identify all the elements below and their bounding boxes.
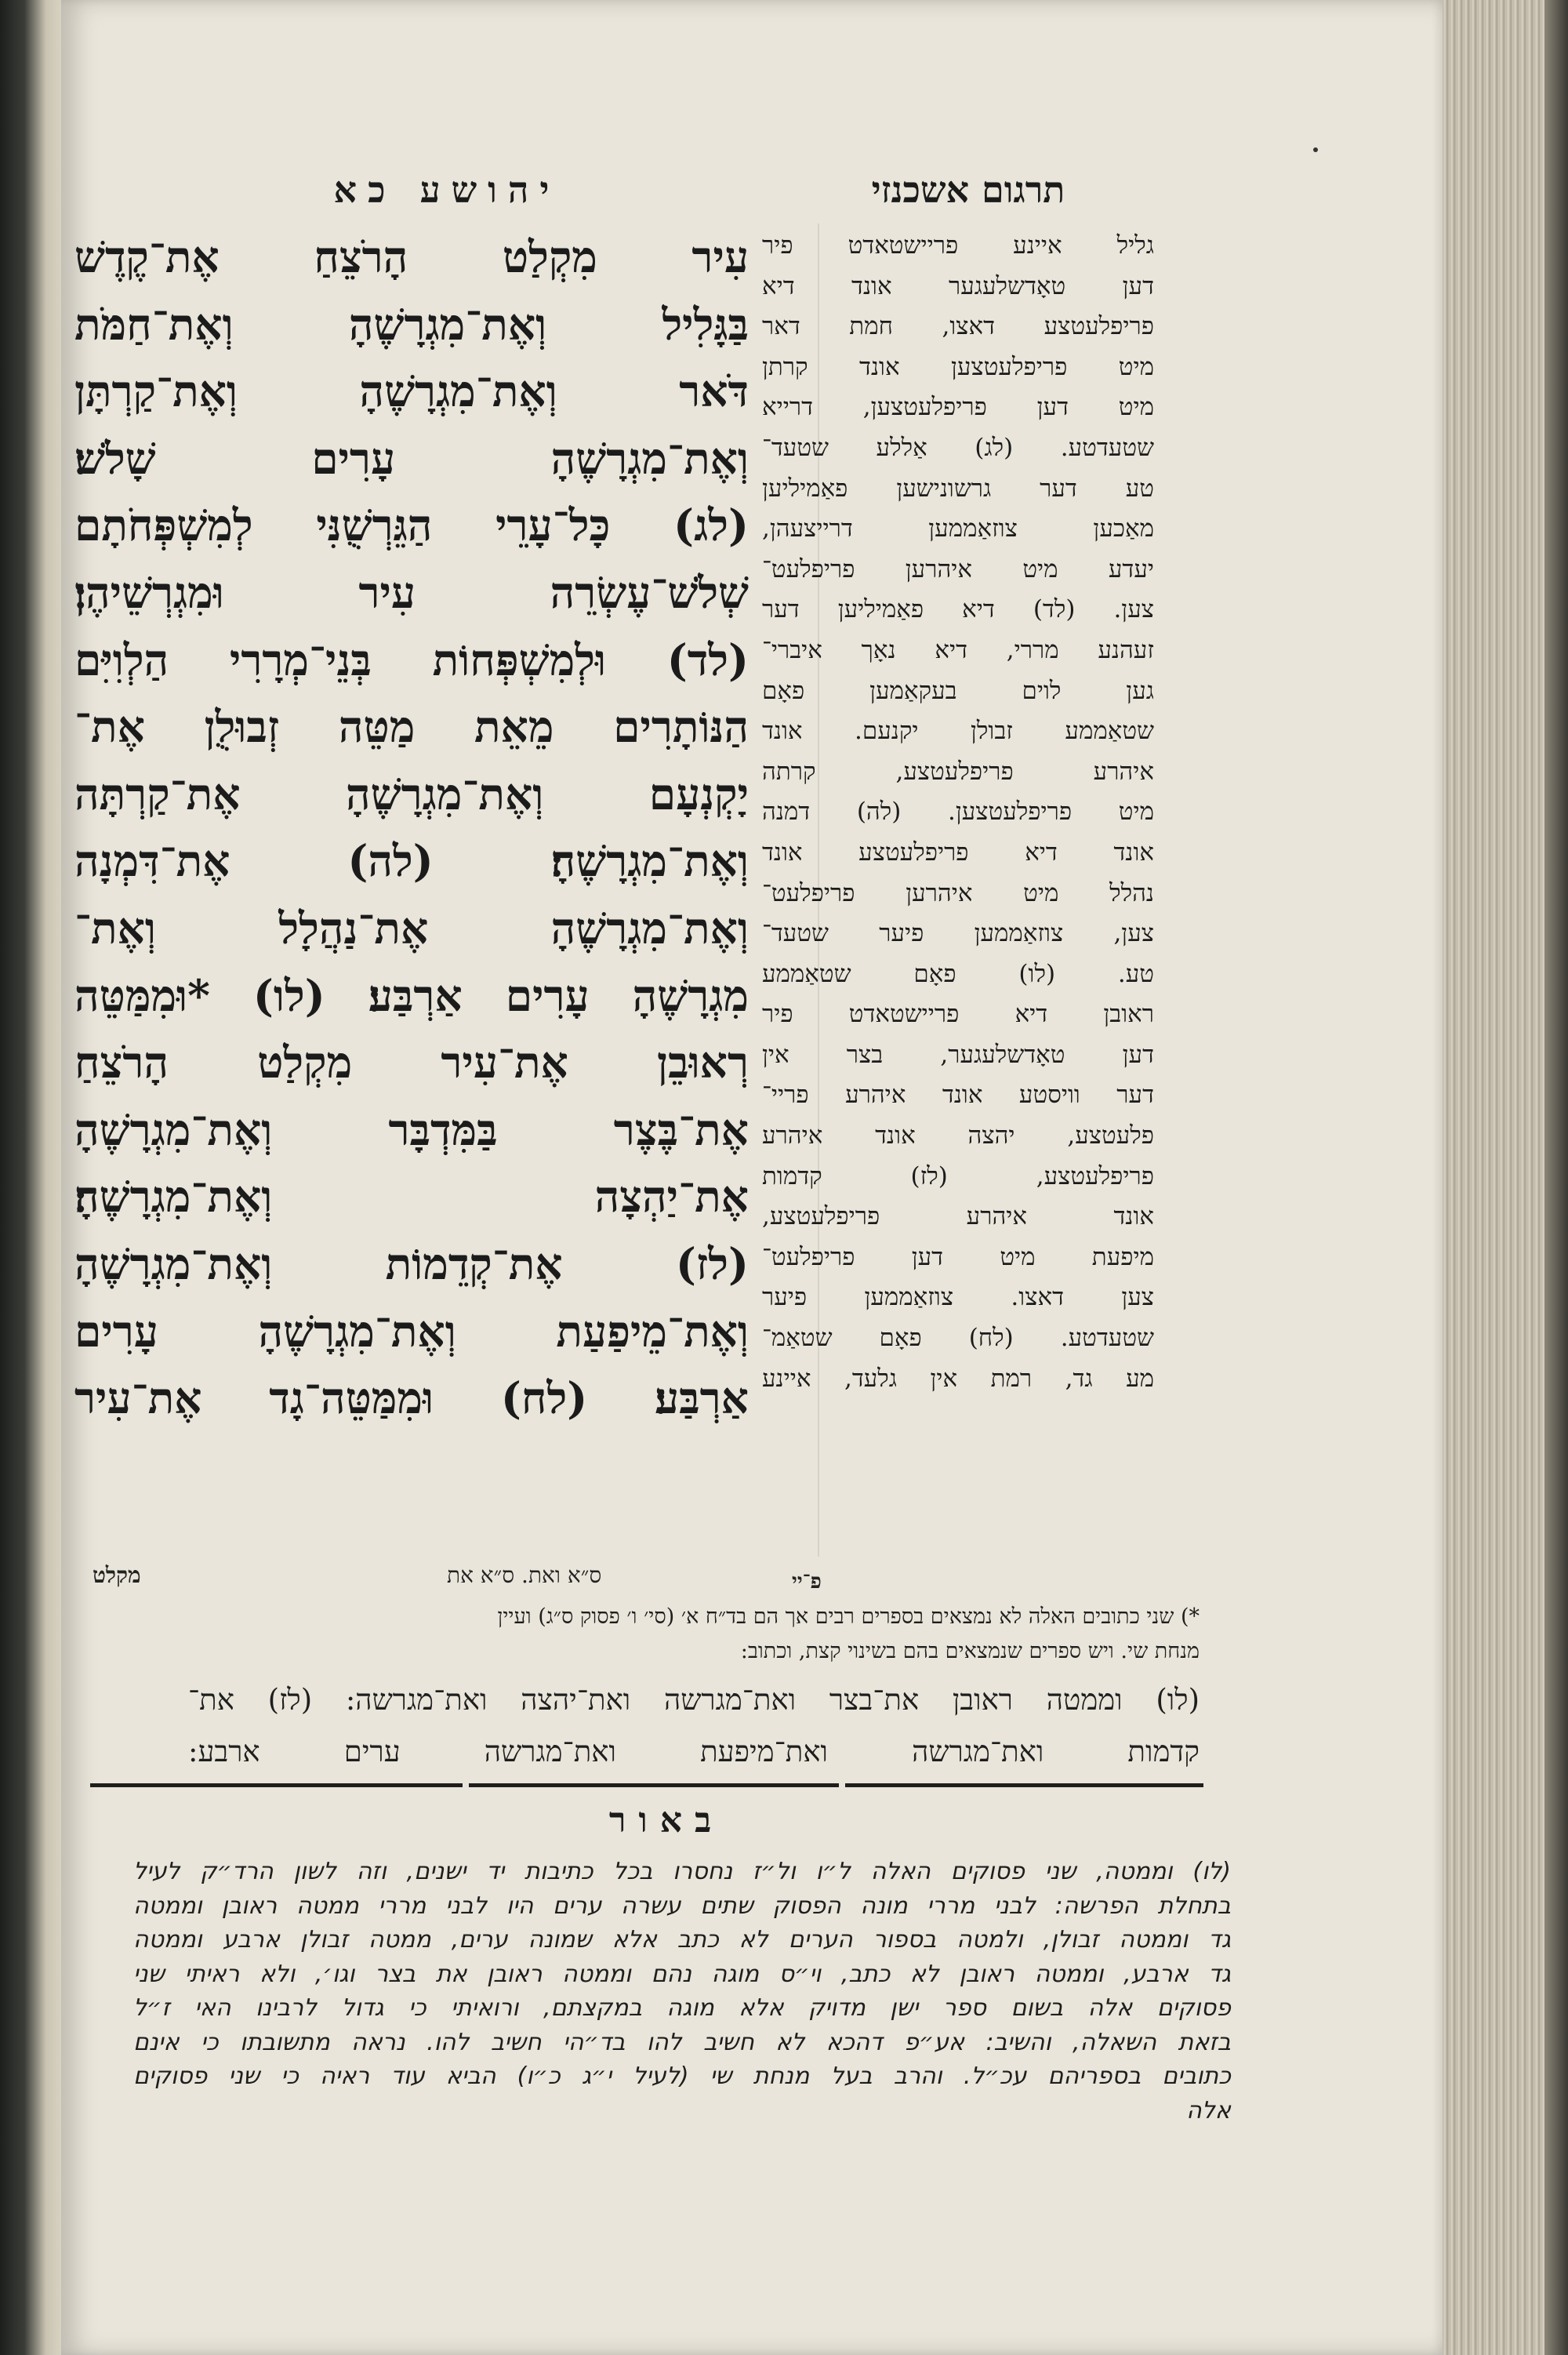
text-line: וְאֶת־מִגְרָשֶׁהָ אֶת־נַהֲלָל וְאֶת־ [74, 902, 749, 954]
alternate-verses [188, 1674, 1200, 1778]
commentary-line: בתחלת הפרשה: לבני מררי מונה הפסוק שתים עשרה ערים היו לבני מררי ממטה ראובן וממטה [133, 1892, 1231, 1920]
text-line: הַנּוֹתָרִים מֵאֵת מַטֵּה זְבוּלֻן אֶת־ [74, 701, 749, 753]
text-line: וְאֶת־מִגְרָשֶׁהָ עָרִים שָׁלֹשׁ׃ [74, 432, 749, 484]
text-line: (לג) כָּל־עָרֵי הַגֵּרְשֻׁנִּי לְמִשְׁפְּחֹתָם [74, 500, 749, 551]
textual-variant-note: ס״א ואת. ס״א את [447, 1562, 602, 1588]
commentary-title: באור [608, 1801, 724, 1841]
text-line: אַרְבַּע׃ (לח) וּמִמַּטֵּה־גָד אֶת־עִיר [74, 1372, 749, 1424]
translation-line: אונד דיא פריפלעטצע אונד [762, 838, 1154, 867]
translation-line: נהלל מיט איהרען פריפלעט־ [762, 878, 1154, 907]
translation-line: דען טאָדשלעגער אונד דיא [762, 271, 1154, 300]
hebrew-text-column [74, 224, 749, 1432]
translation-line: דען טאָדשלעגער, בצר אין [762, 1040, 1154, 1069]
translation-line: גען לוים בעקאַמען פאָם [762, 676, 1154, 705]
translation-line: פריפלעטצע, (לז) קדמות [762, 1161, 1154, 1190]
text-line: אֶת־יַהְצָה וְאֶת־מִגְרָשֶׁהָ׃ [74, 1171, 749, 1223]
section-rule [90, 1783, 1203, 1787]
text-line: (לז) אֶת־קְדֵמוֹת וְאֶת־מִגְרָשֶׁהָ [74, 1237, 749, 1289]
commentary-line: גד וממטה זבולן, ולמטה בספור הערים לא כתב אלא שמונה ערים, ממטה זבולן ארבע וממטה [133, 1926, 1231, 1953]
commentary-text [133, 1855, 1231, 2128]
translation-line: מיט דען פריפלעטצען, דרייא [762, 393, 1154, 422]
translation-line: פלעטצע, יהצה אונד איהרע [762, 1121, 1154, 1150]
text-line: עִיר מִקְלַט הָרֹצֵחַ אֶת־קֶדֶשׁ [74, 231, 749, 282]
translation-line: טע דער גרשונישען פאַמיליען [762, 474, 1154, 503]
print-speck [1313, 147, 1318, 152]
translation-line: פריפלעטצע דאצו, חמת דאר [762, 312, 1154, 341]
commentary-line: (לו) וממטה, שני פסוקים האלה ל״ו ול״ז נחסרו בכל כתיבות יד ישנים, וזה לשון הרד״ק לעיל [133, 1858, 1231, 1885]
text-line: וְאֶת־מִגְרָשֶׁהָ׃ (לה) אֶת־דִּמְנָה [74, 835, 749, 887]
translation-line: יעדע מיט איהרען פריפלעט־ [762, 554, 1154, 583]
text-line: שְׁלֹשׁ־עֶשְׂרֵה עִיר וּמִגְרְשֵׁיהֶן׃ [74, 566, 749, 618]
catchword-main: מקלט [93, 1562, 141, 1588]
translation-line: מיט פריפלעטצען. (לה) דמנה [762, 798, 1154, 827]
translation-line: מיט פריפלעטצען אונד קרתן [762, 352, 1154, 381]
asterisk-footnote [133, 1600, 1200, 1669]
translation-line: מיפעת מיט דען פריפלעט־ [762, 1242, 1154, 1271]
translation-line: צען דאצו. צוזאַממען פיער [762, 1283, 1154, 1312]
translation-line: שטאַממע זבולן יקנעם. אונד [762, 717, 1154, 746]
text-line: בַּגָּלִיל וְאֶת־מִגְרָשֶׁהָ וְאֶת־חַמֹּת [74, 298, 749, 350]
translation-line: מע גד, רמת אין גלעד, איינע [762, 1364, 1154, 1393]
yiddish-translation-column [762, 226, 1154, 1399]
text-line: אֶת־בֶּצֶר בַּמִּדְבָּר וְאֶת־מִגְרָשֶׁהָ [74, 1103, 749, 1155]
catchword-translation: פ־יי [792, 1570, 822, 1594]
translation-line: ראובן דיא פריישטאדט פיר [762, 1000, 1154, 1029]
text-line: וְאֶת־מֵיפַעַת וְאֶת־מִגְרָשֶׁהָ עָרִים [74, 1305, 749, 1357]
footnote-line: *) שני כתובים האלה לא נמצאים בספרים רבים אך הם בד״ח א׳ (סי׳ ו׳ פסוק ס״ג) ועיין [497, 1605, 1200, 1629]
translation-line: שטעדטע. (לח) פאָם שטאַמ־ [762, 1324, 1154, 1353]
translation-line: טע. (לו) פאָם שטאַממע [762, 959, 1154, 988]
translation-line: אונד איהרע פריפלעטצע, [762, 1202, 1154, 1231]
translation-line: גליל איינע פריישטאדט פיר [762, 231, 1154, 260]
alternate-verse-line: (לו) וממטה ראובן את־בצר ואת־מגרשה ואת־יהצה ואת־מגרשה: (לז) את־ [188, 1683, 1200, 1717]
running-head-book: יהושע כא [333, 169, 561, 211]
commentary-line: כתובים בספריהם עכ״ל. והרב בעל מנחת שי (לעיל י״ג כ״ו) הביא עוד ראיה כי שני פסוקים [133, 2062, 1231, 2090]
translation-line: דער וויסטע אונד איהרע פריי־ [762, 1081, 1154, 1110]
text-line: יָקְנְעָם וְאֶת־מִגְרָשֶׁהָ אֶת־קַרְתָּה [74, 768, 749, 820]
translation-line: צען. (לד) דיא פאַמיליען דער [762, 595, 1154, 624]
text-line: מִגְרָשֶׁהָ עָרִים אַרְבַּע׃ (לו) *וּמִמַּטֵּה [74, 969, 749, 1021]
translation-line: צען, צוזאַממען פיער שטעד־ [762, 919, 1154, 948]
running-head-translation: תרגום אשכנזי [871, 169, 1065, 211]
translation-line: מאַכען צוזאַממען דרייצעהן, [762, 514, 1154, 543]
text-line: דֹּאר וְאֶת־מִגְרָשֶׁהָ וְאֶת־קַרְתָּן [74, 365, 749, 417]
alternate-verse-line: קדמות ואת־מגרשה ואת־מיפעת ואת־מגרשה ערים ארבע: [188, 1735, 1200, 1768]
rule-break [839, 1783, 845, 1788]
book-cover-edge [1544, 0, 1568, 2355]
commentary-line: פסוקים אלה בשום ספר ישן מדויק אלא מוגה במקצתם, ורואיתי כי גדול לרבינו האי ז״ל [133, 1994, 1231, 2022]
commentary-line: גד ארבע, וממטה ראובן לא כתב, וי״ס מוגה נהם וממטה ראובן את בצר וגו׳, ולא ראיתי שני [133, 1960, 1231, 1988]
commentary-line: אלה [1186, 2096, 1231, 2124]
translation-line: זעהנע מררי, דיא נאָך איברי־ [762, 635, 1154, 664]
footnote-line: מנחת שי. ויש ספרים שנמצאים בהם בשינוי קצת, וכתוב: [740, 1639, 1200, 1663]
translation-line: שטעדטע. (לג) אַללע שטעד־ [762, 433, 1154, 462]
text-line: (לד) וּלְמִשְׁפְּחוֹת בְּנֵי־מְרָרִי הַלְוִיִּם [74, 634, 749, 685]
commentary-line: בזאת השאלה, והשיב: אע״פ דהכא לא חשיב להו בד״הי חשיב להו. נראה מתשובתו כי אינם [133, 2028, 1231, 2056]
translation-line: איהרע פריפלעטצע, קרתה [762, 757, 1154, 786]
facing-page-edge [0, 0, 61, 2355]
rule-break [463, 1783, 469, 1788]
text-line: רְאוּבֵן אֶת־עִיר מִקְלַט הָרֹצֵחַ [74, 1037, 749, 1088]
